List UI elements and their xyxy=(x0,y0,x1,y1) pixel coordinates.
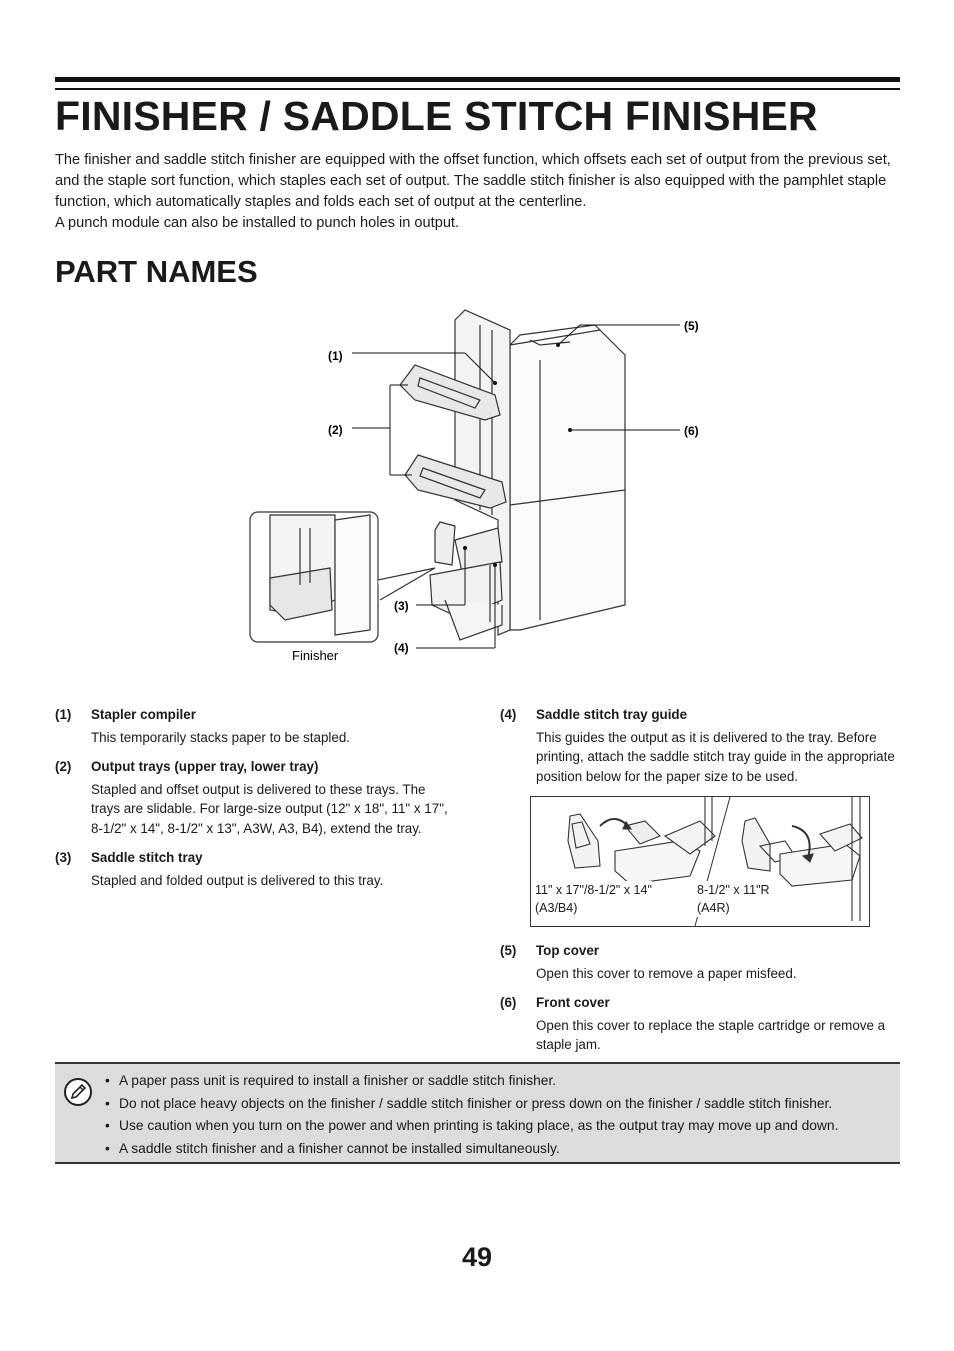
callout-1: (1) xyxy=(328,349,343,363)
guide-caption-large-size: 11" x 17"/8-1/2" x 14" xyxy=(535,883,652,897)
note-text: A saddle stitch finisher and a finisher cannot be installed simultaneously. xyxy=(119,1140,560,1156)
part-description: Stapled and offset output is delivered to these trays. The trays are slidable. For large-size output (12" x 18", 11" x 17", 8-1/2" x 14", 8-1/2" x 13", A3W, A3, B4), extend the tray. xyxy=(91,781,448,836)
callout-5: (5) xyxy=(684,319,699,333)
part-description: Open this cover to replace the staple cartridge or remove a staple jam. xyxy=(536,1017,886,1052)
part-item xyxy=(500,705,905,927)
part-item xyxy=(55,848,455,890)
part-name: Saddle stitch tray xyxy=(91,850,203,865)
part-description: This guides the output as it is delivered to the tray. Before printing, attach the saddle stitch tray guide in the appropriate position below for the paper size to be used. xyxy=(536,729,895,784)
pencil-note-icon xyxy=(63,1077,93,1107)
part-name: Stapler compiler xyxy=(91,707,196,722)
part-number: (3) xyxy=(55,850,72,865)
callout-6: (6) xyxy=(684,424,699,438)
note-item xyxy=(105,1093,838,1116)
section-title: PART NAMES xyxy=(55,254,258,289)
callout-3: (3) xyxy=(394,599,409,613)
part-number: (2) xyxy=(55,759,72,774)
note-text: Do not place heavy objects on the finisher / saddle stitch finisher or press down on the finisher / saddle stitch finisher. xyxy=(119,1095,833,1111)
part-item xyxy=(55,757,455,838)
callout-4: (4) xyxy=(394,641,409,655)
note-item xyxy=(105,1138,838,1161)
note-text: Use caution when you turn on the power and when printing is taking place, as the output tray may move up and down. xyxy=(119,1118,839,1133)
page-number: 49 xyxy=(461,1242,493,1272)
part-name: Output trays (upper tray, lower tray) xyxy=(91,759,319,774)
guide-caption-small-size: 8-1/2" x 11"R xyxy=(697,883,770,897)
part-number: (6) xyxy=(500,995,517,1010)
parts-list-left xyxy=(55,705,455,900)
note-box xyxy=(55,1062,900,1164)
parts-list-right xyxy=(500,705,905,1065)
guide-caption-small-metric: (A4R) xyxy=(697,901,730,915)
note-list xyxy=(105,1070,838,1160)
part-item xyxy=(500,993,905,1055)
header-rule-thin xyxy=(55,88,900,90)
guide-caption-large xyxy=(535,881,652,917)
part-item xyxy=(500,941,905,983)
intro-paragraph-1: The finisher and saddle stitch finisher are equipped with the offset function, which offsets each set of output from the previous set, and the staple sort function, which staples each set of output. The saddle stitch finisher is also equipped with the pamphlet staple function, which automatically staples and folds each set of output at the centerline. xyxy=(55,152,891,210)
part-description: This temporarily stacks paper to be stapled. xyxy=(91,729,351,745)
inset-caption: Finisher xyxy=(292,648,339,663)
part-description: Open this cover to remove a paper misfeed. xyxy=(536,965,797,981)
intro-text xyxy=(55,150,900,234)
note-text: A paper pass unit is required to install a finisher or saddle stitch finisher. xyxy=(119,1073,557,1088)
note-item xyxy=(105,1115,838,1138)
guide-caption-small xyxy=(697,881,770,917)
part-item xyxy=(55,705,455,747)
guide-caption-large-metric: (A3/B4) xyxy=(535,901,578,915)
part-number: (5) xyxy=(500,943,517,958)
tray-guide-figure xyxy=(530,796,870,927)
page-title: FINISHER / SADDLE STITCH FINISHER xyxy=(55,93,818,139)
finisher-illustration xyxy=(240,300,720,680)
header-rule-thick xyxy=(55,77,900,82)
finisher-diagram xyxy=(240,300,720,680)
callout-2: (2) xyxy=(328,423,343,437)
part-number: (4) xyxy=(500,707,517,722)
note-item xyxy=(105,1070,838,1093)
intro-paragraph-2: A punch module can also be installed to punch holes in output. xyxy=(55,215,460,231)
part-name: Saddle stitch tray guide xyxy=(536,707,688,722)
part-number: (1) xyxy=(55,707,72,722)
part-name: Top cover xyxy=(536,943,599,958)
part-description: Stapled and folded output is delivered to this tray. xyxy=(91,872,384,888)
part-name: Front cover xyxy=(536,995,610,1010)
